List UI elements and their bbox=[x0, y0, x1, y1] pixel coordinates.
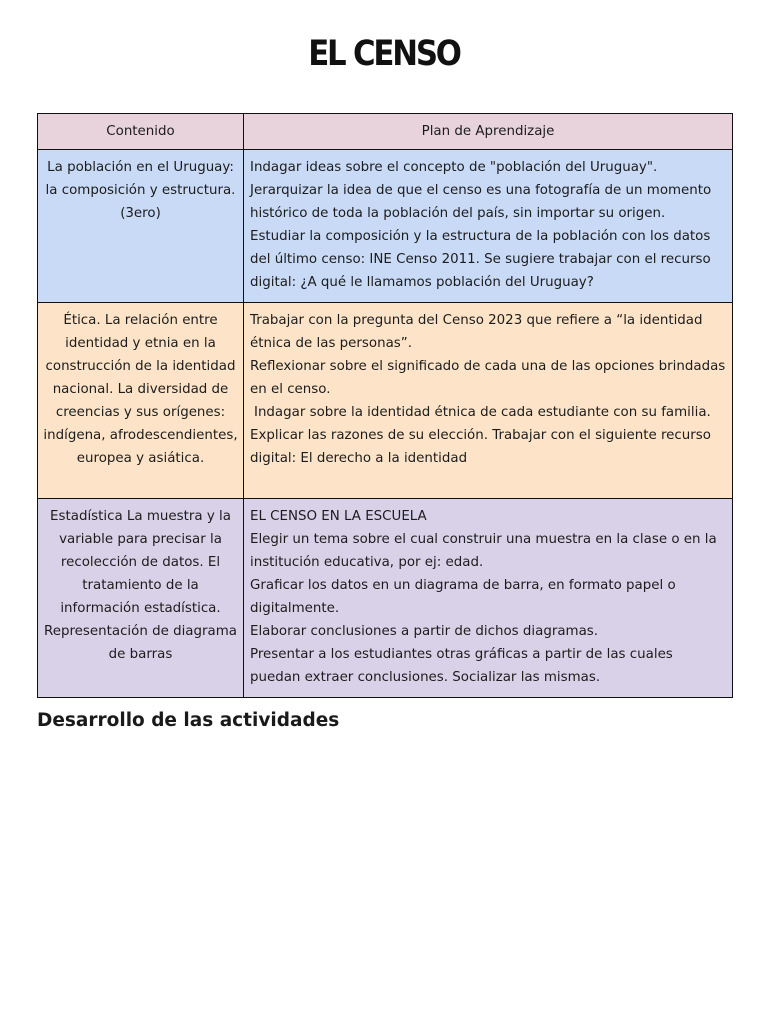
table-row bbox=[38, 499, 733, 698]
plan-line: Indagar ideas sobre el concepto de "población del Uruguay". bbox=[250, 160, 658, 175]
plan-line: Estudiar la composición y la estructura de la población con los datos del último censo: INE Censo 2011. Se sugiere trabajar con el recurso digital: ¿A qué le llamamos población del Uruguay? bbox=[250, 229, 711, 290]
row-1-plan bbox=[244, 150, 733, 303]
table-row bbox=[38, 303, 733, 499]
plan-line: Elegir un tema sobre el cual construir una muestra en la clase o en la institución educativa, por ej: edad. bbox=[250, 532, 717, 570]
row-2-contenido: Ética. La relación entre identidad y etnia en la construcción de la identidad nacional. La diversidad de creencias y sus orígenes: indígena, afrodescendientes, europea y asiática. bbox=[38, 303, 244, 499]
header-contenido: Contenido bbox=[38, 114, 244, 150]
row-3-contenido: Estadística La muestra y la variable para precisar la recolección de datos. El tratamiento de la información estadística. Representación de diagrama de barras bbox=[38, 499, 244, 698]
header-plan-de-aprendizaje: Plan de Aprendizaje bbox=[244, 114, 733, 150]
row-1-contenido: La población en el Uruguay: la composición y estructura. (3ero) bbox=[38, 150, 244, 303]
plan-line: Reflexionar sobre el significado de cada una de las opciones brindadas en el censo. bbox=[250, 359, 726, 397]
plan-line: Explicar las razones de su elección. Trabajar con el siguiente recurso digital: El derecho a la identidad bbox=[250, 428, 711, 466]
plan-line: Elaborar conclusiones a partir de dichos diagramas. bbox=[250, 624, 599, 639]
row-3-plan bbox=[244, 499, 733, 698]
row-2-plan bbox=[244, 303, 733, 499]
table-row bbox=[38, 150, 733, 303]
plan-line: Trabajar con la pregunta del Censo 2023 que refiere a “la identidad étnica de las personas”. bbox=[250, 313, 703, 351]
learning-plan-table bbox=[37, 113, 733, 698]
page-title: EL CENSO bbox=[308, 34, 460, 74]
plan-line: Graficar los datos en un diagrama de barra, en formato papel o digitalmente. bbox=[250, 578, 676, 616]
plan-line: Indagar sobre la identidad étnica de cada estudiante con su familia. bbox=[254, 405, 711, 420]
plan-line: Presentar a los estudiantes otras gráficas a partir de las cuales puedan extraer conclusiones. Socializar las mismas. bbox=[250, 647, 673, 685]
section-heading: Desarrollo de las actividades bbox=[37, 710, 340, 731]
plan-line: Jerarquizar la idea de que el censo es una fotografía de un momento histórico de toda la población del país, sin importar su origen. bbox=[250, 183, 712, 221]
plan-line: EL CENSO EN LA ESCUELA bbox=[250, 509, 427, 524]
table-header-row bbox=[38, 114, 733, 150]
